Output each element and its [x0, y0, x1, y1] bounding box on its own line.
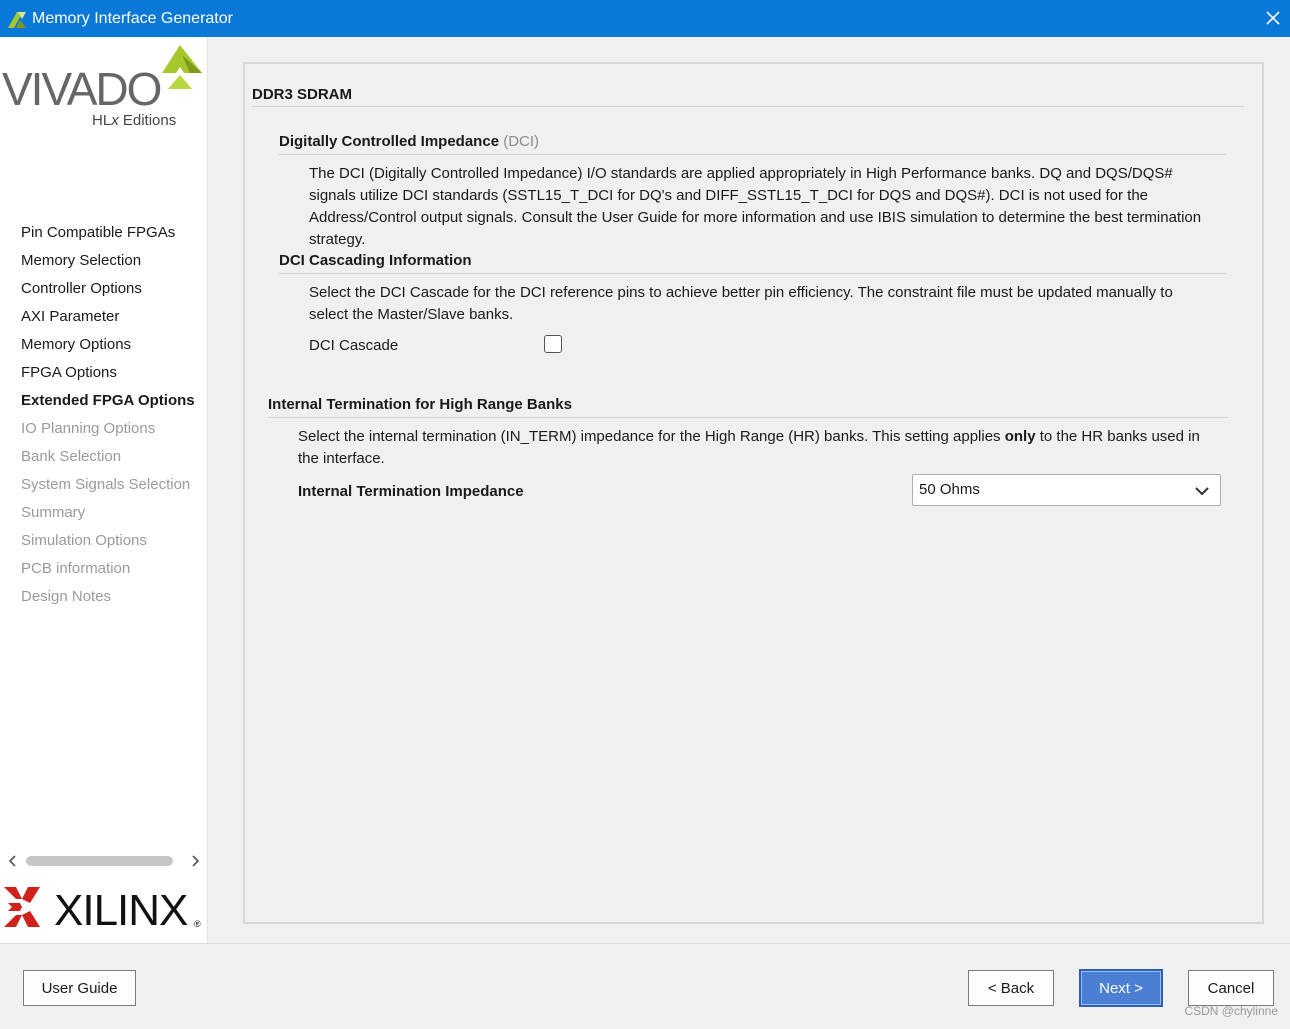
sidebar-item-bank-selection: Bank Selection: [21, 448, 122, 465]
sidebar-horizontal-scrollbar[interactable]: [4, 852, 204, 870]
internal-termination-divider: [268, 417, 1228, 418]
cancel-button[interactable]: Cancel: [1188, 970, 1274, 1006]
sidebar-item-memory-selection[interactable]: Memory Selection: [21, 252, 142, 269]
window-title: Memory Interface Generator: [32, 9, 233, 27]
sidebar-item-pin-compatible-fpgas[interactable]: Pin Compatible FPGAs: [21, 224, 176, 241]
dci-cascade-label: DCI Cascade: [309, 337, 399, 354]
internal-termination-section-title: Internal Termination for High Range Banks: [268, 396, 572, 413]
scroll-left-icon[interactable]: [6, 854, 20, 868]
sidebar-item-pcb-information: PCB information: [21, 560, 131, 577]
back-button[interactable]: < Back: [968, 970, 1054, 1006]
sidebar-item-system-signals-selection: System Signals Selection: [21, 476, 191, 493]
watermark-text: CSDN @chylinne: [1184, 1004, 1278, 1018]
dci-section-divider: [279, 154, 1226, 155]
dci-cascade-checkbox[interactable]: [544, 335, 562, 353]
vivado-logo: [2, 43, 208, 131]
chevron-down-icon[interactable]: [1194, 484, 1210, 498]
vivado-app-icon: [6, 8, 28, 30]
dci-cascade-description: Select the DCI Cascade for the DCI reference pins to achieve better pin efficiency. The constraint file must be updated manually to select the Master/Slave banks.: [309, 284, 1173, 323]
dci-section-title: Digitally Controlled Impedance (DCI): [279, 133, 540, 150]
dci-cascade-divider: [279, 273, 1226, 274]
svg-text:VIVADO: VIVADO: [2, 63, 161, 115]
svg-text:XILINX: XILINX: [54, 886, 188, 935]
svg-text:HLx Editions: HLx Editions: [92, 112, 177, 129]
sidebar-item-memory-options[interactable]: Memory Options: [21, 336, 132, 353]
dci-cascade-section-title: DCI Cascading Information: [279, 252, 472, 269]
next-button[interactable]: Next >: [1079, 969, 1163, 1007]
close-icon[interactable]: [1262, 7, 1284, 29]
footer-divider: [0, 943, 1290, 944]
internal-termination-impedance-select[interactable]: [912, 474, 1221, 506]
user-guide-button[interactable]: User Guide: [23, 970, 136, 1006]
internal-termination-impedance-label: Internal Termination Impedance: [298, 483, 524, 500]
svg-text:®: ®: [194, 919, 201, 929]
sidebar-item-axi-parameter[interactable]: AXI Parameter: [21, 308, 120, 325]
sidebar-item-extended-fpga-options[interactable]: Extended FPGA Options: [21, 392, 195, 409]
dci-description: The DCI (Digitally Controlled Impedance) I/O standards are applied appropriately in High Performance banks. DQ and DQS/DQS# signals utilize DCI standards (SSTL15_T_DCI for DQ's and DIFF_SSTL15_T_DCI for DQS and DQS#). DCI is not used for the Address/Control output signals. Consult the User Guide for more information and use IBIS simulation to determine the best termination strategy.: [309, 165, 1202, 248]
sidebar-item-summary: Summary: [21, 504, 86, 521]
scroll-right-icon[interactable]: [188, 854, 202, 868]
heading-divider: [252, 106, 1244, 107]
xilinx-logo: [0, 879, 208, 935]
wizard-step-list: [21, 219, 195, 611]
title-bar: [0, 0, 1290, 37]
scrollbar-thumb[interactable]: [26, 856, 173, 866]
page-heading: DDR3 SDRAM: [252, 86, 353, 103]
sidebar-item-simulation-options: Simulation Options: [21, 532, 147, 549]
selected-impedance-value: 50 Ohms: [919, 481, 980, 498]
wizard-sidebar: [0, 37, 208, 943]
sidebar-divider: [207, 37, 208, 943]
sidebar-item-design-notes: Design Notes: [21, 588, 112, 605]
internal-termination-description: Select the internal termination (IN_TERM) impedance for the High Range (HR) banks. This setting applies only to the HR banks used in the interface.: [298, 428, 1200, 467]
sidebar-item-fpga-options[interactable]: FPGA Options: [21, 364, 117, 381]
sidebar-item-io-planning-options: IO Planning Options: [21, 420, 156, 437]
sidebar-item-controller-options[interactable]: Controller Options: [21, 280, 142, 297]
